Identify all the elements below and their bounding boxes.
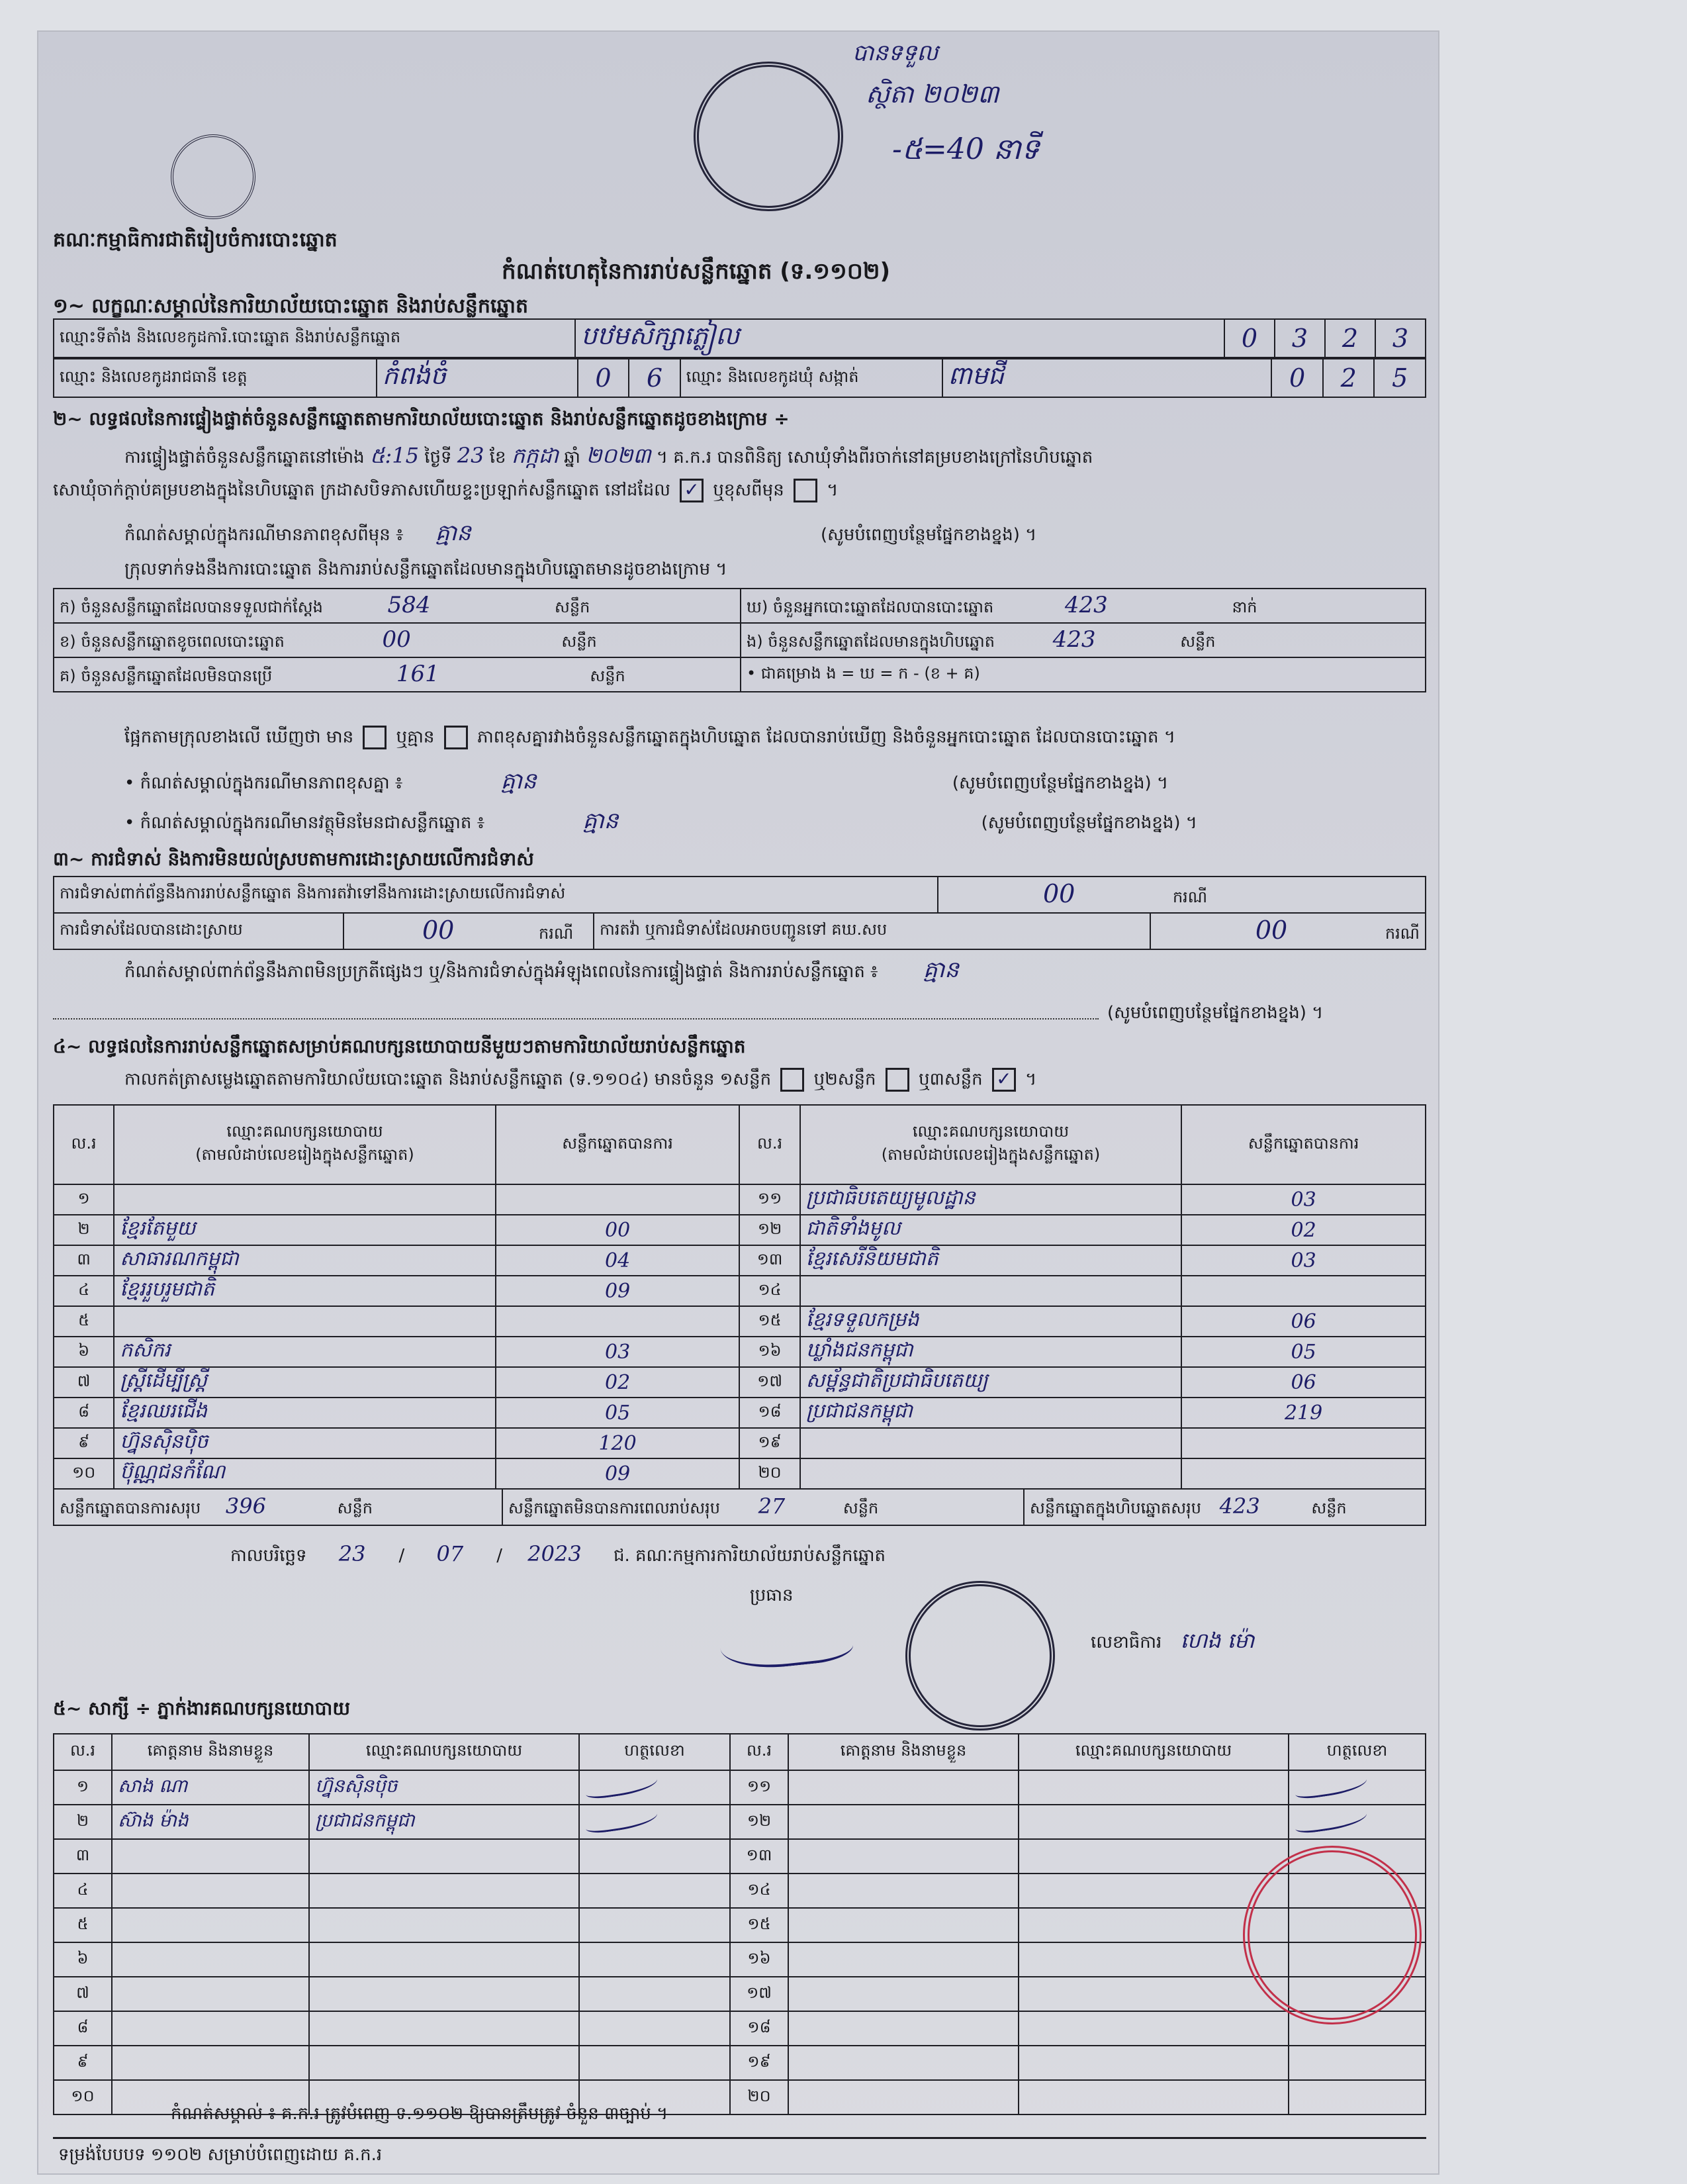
count-label: ក) ចំនួនសន្លឹកឆ្នោតដែលបានទទួលជាក់ស្តែង	[60, 597, 323, 616]
col-votes-header: សន្លឹកឆ្នោតបានការ	[1181, 1105, 1426, 1184]
party-totals-table: សន្លឹកឆ្នោតបានការសរុប 396 សន្លឹក សន្លឹកឆ្នោតមិនបានការពេលរាប់សរុប 27 សន្លឹក សន្លឹកឆ្នោតក្នុងហិបឆ្នោតសរុប 423 សន្លឹក	[53, 1488, 1426, 1526]
agent-name-handwritten	[112, 2011, 309, 2046]
agent-party-handwritten	[309, 1942, 579, 1977]
party-votes-handwritten: 09	[496, 1458, 740, 1489]
party-no: ១៦	[739, 1337, 799, 1367]
agent-signature	[579, 1908, 730, 1942]
party-name-handwritten: សម្ព័ន្ធជាតិប្រជាធិបតេយ្យ	[800, 1367, 1182, 1398]
col-party-header: ឈ្មោះគណបក្សនយោបាយ	[226, 1122, 383, 1141]
party-name-handwritten	[114, 1184, 496, 1215]
party-no: ១១	[739, 1184, 799, 1215]
agent-col-party-header: ឈ្មោះគណបក្សនយោបាយ	[1019, 1734, 1289, 1770]
difference-note-handwritten: គ្មាន	[435, 520, 471, 546]
party-name-handwritten: ខ្មែរទទួលកម្រង	[800, 1306, 1182, 1337]
col-votes-header: សន្លឹកឆ្នោតបានការ	[496, 1105, 740, 1184]
agent-party	[1019, 1977, 1289, 2011]
total-valid-handwritten: 396	[225, 1493, 266, 1519]
count-label: ឃ) ចំនួនអ្នកបោះឆ្នោតដែលបានបោះឆ្នោត	[747, 597, 994, 616]
section5-title: ៥~ សាក្សី ÷ ភ្នាក់ងារគណបក្សនយោបាយ	[53, 1697, 350, 1719]
party-no: ៤	[54, 1276, 114, 1306]
agent-no: ៧	[54, 1977, 112, 2011]
party-name-handwritten: ប្រជាធិបតេយ្យមូលដ្ឋាន	[800, 1184, 1182, 1215]
agent-no: ៩	[54, 2046, 112, 2080]
party-votes-handwritten	[496, 1184, 740, 1215]
form-title: កំណត់ហេតុនៃការរាប់សន្លឹកឆ្នោត (ទ.១១០២)	[502, 258, 891, 285]
party-votes-handwritten	[1181, 1276, 1426, 1306]
agent-name	[788, 1770, 1019, 1805]
party-name-handwritten: ខ្មែរឈរជើង	[114, 1398, 496, 1428]
irregularity-note-handwritten: គ្មាន	[923, 957, 959, 983]
party-no: ៨	[54, 1398, 114, 1428]
ballot-count-table: ក) ចំនួនសន្លឹកឆ្នោតដែលបានទទួលជាក់ស្តែង 584 សន្លឹក ឃ) ចំនួនអ្នកបោះឆ្នោតដែលបានបោះឆ្នោត 423 នាក់ ខ) ចំនួនសន្លឹកឆ្នោតខូចពេលបោះឆ្នោត 00 សន្លឹក ង) ចំនួនសន្លឹកឆ្នោតដែលមានក្នុងហិបឆ្នោត 423 សន្លឹក គ) ចំនួនសន្លឹកឆ្នោតដែលមិនបានប្រើ 161 សន្លឹក • ជាគម្រោង ង = ឃ = ក - (ខ + គ)	[53, 588, 1426, 692]
scanned-form-page	[38, 32, 1438, 2173]
agent-no: ៤	[54, 1874, 112, 1908]
table-row	[54, 1428, 1426, 1458]
party-votes-handwritten: 02	[1181, 1215, 1426, 1245]
party-name-handwritten	[800, 1276, 1182, 1306]
location-handwritten: បឋមសិក្សាភ្លៀល	[581, 321, 740, 350]
office-seal	[905, 1581, 1055, 1731]
agent-no: ៨	[54, 2011, 112, 2046]
agent-party-handwritten: ប្រជាជនកម្ពុជា	[309, 1805, 579, 1839]
table-row	[54, 1215, 1426, 1245]
party-votes-handwritten: 02	[496, 1367, 740, 1398]
party-name-handwritten: ប្រជាជនកម្ពុជា	[800, 1398, 1182, 1428]
total-box-label: សន្លឹកឆ្នោតក្នុងហិបឆ្នោតសរុប	[1030, 1498, 1201, 1517]
agent-party-handwritten	[309, 1874, 579, 1908]
party-no: ៩	[54, 1428, 114, 1458]
table-row	[54, 1805, 1426, 1839]
party-votes-handwritten	[1181, 1458, 1426, 1489]
agent-name-handwritten	[112, 2046, 309, 2080]
agent-no: ១៣	[730, 1839, 788, 1874]
province-label: ឈ្មោះ និងលេខកូដរាជធានី ខេត្ត	[54, 359, 377, 397]
count-label: ង) ចំនួនសន្លឹកឆ្នោតដែលមានក្នុងហិបឆ្នោត	[747, 632, 995, 651]
irregularity-note: កំណត់សម្គាល់ពាក់ព័ន្ធនឹងភាពមិនប្រក្រតីផ្សេងៗ ឬ/និងការជំទាស់ក្នុងអំឡុងពេលនៃការផ្ទៀងផ្ទាត់ និងការរាប់សន្លឹកឆ្នោត ៖ គ្មាន	[124, 957, 959, 983]
table-row	[54, 1977, 1426, 2011]
agent-signature	[579, 2046, 730, 2080]
section1-table	[53, 318, 1426, 358]
agent-party	[1019, 1770, 1289, 1805]
forwarded-handwritten: 00	[1255, 916, 1288, 945]
agent-col-party-header: ឈ្មោះគណបក្សនយោបាយ	[309, 1734, 579, 1770]
party-name-handwritten	[114, 1306, 496, 1337]
party-no: ២	[54, 1215, 114, 1245]
section1-table-row2	[53, 358, 1426, 398]
party-no: ១៥	[739, 1306, 799, 1337]
party-votes-handwritten: 04	[496, 1245, 740, 1276]
agent-name-handwritten	[112, 1839, 309, 1874]
table-row	[54, 1458, 1426, 1489]
irregularity-note-line	[53, 1018, 1099, 1020]
agent-signature	[1289, 1770, 1426, 1805]
party-votes-handwritten: 00	[496, 1215, 740, 1245]
agent-signature	[1289, 1805, 1426, 1839]
agent-no: ១	[54, 1770, 112, 1805]
table-row	[54, 1184, 1426, 1215]
no-difference-checkbox[interactable]	[444, 726, 468, 749]
count-handwritten: 423	[1052, 626, 1096, 653]
agent-party	[1019, 2080, 1289, 2114]
has-difference-checkbox[interactable]	[363, 726, 387, 749]
agent-no: ៦	[54, 1942, 112, 1977]
secretary-label: លេខាធិការ ហេង ម៉ោ	[1091, 1628, 1255, 1653]
party-votes-handwritten: 03	[1181, 1245, 1426, 1276]
count-handwritten: 161	[396, 660, 439, 687]
party-no: ៦	[54, 1337, 114, 1367]
party-votes-handwritten: 09	[496, 1276, 740, 1306]
agent-name-handwritten	[112, 1977, 309, 2011]
agent-party	[1019, 1805, 1289, 1839]
table-row	[54, 1839, 1426, 1874]
agent-no: ១៤	[730, 1874, 788, 1908]
agent-name	[788, 2046, 1019, 2080]
party-no: ១៣	[739, 1245, 799, 1276]
party-votes-handwritten: 120	[496, 1428, 740, 1458]
agent-signature	[1289, 2046, 1426, 2080]
col-party-header: ឈ្មោះគណបក្សនយោបាយ	[912, 1122, 1070, 1141]
footer-form-note: ទម្រង់បែបបទ ១១០២ សម្រាប់បំពេញដោយ គ.ក.រ	[58, 2145, 383, 2165]
location-code-digit: 3	[1275, 319, 1325, 357]
location-code-digit: 2	[1325, 319, 1375, 357]
agent-party-handwritten: ហ្វ៊ុនស៊ិនប៉ិច	[309, 1770, 579, 1805]
party-votes-handwritten: 06	[1181, 1367, 1426, 1398]
agent-no: ១៩	[730, 2046, 788, 2080]
section1-title: ១~ លក្ខណៈសម្គាល់នៃការិយាល័យបោះឆ្នោត និងរាប់សន្លឹកឆ្នោត	[53, 295, 529, 318]
party-no: ៥	[54, 1306, 114, 1337]
handwritten-signature	[1294, 1771, 1369, 1800]
difference-note-2: • កំណត់សម្គាល់ក្នុងករណីមានភាពខុសគ្នា ៖ គ្មាន (សូមបំពេញបន្ថែមផ្នែកខាងខ្នង) ។	[124, 768, 1169, 794]
agent-no: ១៧	[730, 1977, 788, 2011]
agent-signature	[579, 1977, 730, 2011]
party-no: ១០	[54, 1458, 114, 1489]
verification-line2: សោឃុំចាក់ក្ដាប់គម្របខាងក្នុងនៃហិបឆ្នោត ក្រដាសបិទភាសហើយខ្ទះប្រឡាក់សន្លឹកឆ្នោត នៅដដែល ✓ ឬខុសពីមុន ។	[53, 479, 838, 504]
party-votes-handwritten: 06	[1181, 1306, 1426, 1337]
party-name-handwritten: ជាតិទាំងមូល	[800, 1215, 1182, 1245]
formula-label: • ជាគម្រោង ង = ឃ = ក - (ខ + គ)	[747, 663, 980, 683]
table-row	[54, 1337, 1426, 1367]
party-no: ១២	[739, 1215, 799, 1245]
verify-day-handwritten: 23	[457, 443, 484, 468]
party-votes-handwritten: 03	[1181, 1184, 1426, 1215]
party-name-handwritten: ហ្វ៊ុនស៊ិនប៉ិច	[114, 1428, 496, 1458]
commune-code-digit: 5	[1374, 359, 1426, 397]
agent-signature	[1289, 2080, 1426, 2114]
secretary-handwritten: ហេង ម៉ោ	[1180, 1628, 1255, 1653]
party-agents-table	[53, 1733, 1426, 2115]
verify-month-handwritten: កក្កដា	[511, 443, 559, 468]
commune-handwritten: ពាមជី	[948, 361, 1004, 390]
col-no-header: ល.រ	[54, 1105, 114, 1184]
party-name-handwritten: សាធារណកម្ពុជា	[114, 1245, 496, 1276]
irregularity-note-suffix: (សូមបំពេញបន្ថែមផ្នែកខាងខ្នង) ។	[1107, 1003, 1324, 1023]
agent-col-sign-header: ហត្ថលេខា	[1289, 1734, 1426, 1770]
agent-col-name-header: គោត្តនាម និងនាមខ្លួន	[788, 1734, 1019, 1770]
agent-signature	[579, 1874, 730, 1908]
table-row	[54, 2046, 1426, 2080]
agent-name	[788, 1977, 1019, 2011]
party-name-handwritten: ប៊ុណ្ណជនកំណែ	[114, 1458, 496, 1489]
footer-note: កំណត់សម្គាល់ ៖ គ.ក.រ ត្រូវបំពេញ ទ.១១០២ ឱ្យបានត្រឹមត្រូវ ចំនួន ៣ច្បាប់ ។	[171, 2104, 668, 2124]
handwritten-signature	[584, 1771, 659, 1800]
agent-signature	[579, 1839, 730, 1874]
table-row	[54, 1245, 1426, 1276]
agent-no: ១២	[730, 1805, 788, 1839]
commission-emblem	[171, 134, 255, 219]
verify-year-handwritten: ២០២៣	[586, 443, 651, 468]
objections-table: ការជំទាស់ពាក់ព័ន្ធនឹងការរាប់សន្លឹកឆ្នោត និងការតវ៉ាទៅនឹងការដោះស្រាយលើការជំទាស់ 00 ករណី ការជំទាស់ដែលបានដោះស្រាយ 00 ករណី ការតវ៉ា ឬការជំទាស់ដែលអាចបញ្ជូនទៅ គឃ.សប 00 ករណី	[53, 876, 1426, 950]
red-commission-stamp	[1243, 1846, 1422, 2024]
agent-party-handwritten	[309, 1977, 579, 2011]
agent-party	[1019, 2046, 1289, 2080]
agent-no: ១៦	[730, 1942, 788, 1977]
difference-note-2-handwritten: គ្មាន	[500, 768, 537, 794]
chair-label: ប្រធាន	[750, 1586, 794, 1605]
table-row	[54, 1306, 1426, 1337]
table-row	[54, 1770, 1426, 1805]
resolved-label: ការជំទាស់ដែលបានដោះស្រាយ	[54, 913, 343, 949]
handwritten-signature	[584, 1805, 659, 1834]
agent-no: ១៥	[730, 1908, 788, 1942]
count-label: គ) ចំនួនសន្លឹកឆ្នោតដែលមិនបានប្រើ	[60, 666, 273, 685]
table-row	[54, 1367, 1426, 1398]
party-name-handwritten: ខ្មែរតែមួយ	[114, 1215, 496, 1245]
received-time-handwritten: -៥=40 នាទី	[892, 132, 1040, 166]
party-no: ៣	[54, 1245, 114, 1276]
party-name-handwritten: ខ្មែររួបរួមជាតិ	[114, 1276, 496, 1306]
party-name-handwritten	[800, 1458, 1182, 1489]
total-valid-label: សន្លឹកឆ្នោតបានការសរុប	[60, 1498, 201, 1517]
total-invalid-label: សន្លឹកឆ្នោតមិនបានការពេលរាប់សរុប	[508, 1498, 720, 1517]
agent-name	[788, 1839, 1019, 1874]
commune-code-digit: 0	[1271, 359, 1323, 397]
province-code-digit: 0	[578, 359, 629, 397]
table-row	[54, 1908, 1426, 1942]
verify-time-handwritten: ៥:15	[369, 443, 419, 468]
verification-line1: ការផ្ទៀងផ្ទាត់ចំនួនសន្លឹកឆ្នោតនៅម៉ោង ៥:15 ថ្ងៃទី 23 ខែ កក្កដា ឆ្នាំ ២០២៣ ។ គ.ក.រ បានពិនិត្យ សោឃុំទាំងពីរចាក់នៅគម្របខាងក្រៅនៃហិបឆ្នោត	[124, 443, 1093, 468]
agent-name	[788, 1874, 1019, 1908]
count-label: ខ) ចំនួនសន្លឹកឆ្នោតខូចពេលបោះឆ្នោត	[60, 632, 285, 651]
col-party-subheader: (តាមលំដាប់លេខរៀងក្នុងសន្លឹកឆ្នោត)	[195, 1145, 414, 1164]
party-name-handwritten: ឃ្លាំងជនកម្ពុជា	[800, 1337, 1182, 1367]
commission-name: គណៈកម្មាធិការជាតិរៀបចំការបោះឆ្នោត	[53, 228, 338, 252]
party-votes-handwritten	[496, 1306, 740, 1337]
agent-party-handwritten	[309, 2046, 579, 2080]
agent-party	[1019, 1839, 1289, 1874]
objection-count-label: ការជំទាស់ពាក់ព័ន្ធនឹងការរាប់សន្លឹកឆ្នោត និងការតវ៉ាទៅនឹងការដោះស្រាយលើការជំទាស់	[54, 877, 938, 913]
total-invalid-handwritten: 27	[758, 1493, 786, 1519]
section3-title: ៣~ ការជំទាស់ និងការមិនយល់ស្របតាមការដោះស្រាយលើការជំទាស់	[53, 848, 534, 870]
agent-party-handwritten	[309, 2011, 579, 2046]
location-code-digit: 3	[1375, 319, 1426, 357]
foreign-object-note-handwritten: គ្មាន	[582, 808, 619, 834]
party-votes-handwritten: 219	[1181, 1398, 1426, 1428]
party-no: ១៩	[739, 1428, 799, 1458]
total-box-handwritten: 423	[1219, 1493, 1260, 1519]
agent-no: ១៨	[730, 2011, 788, 2046]
agent-signature	[579, 1942, 730, 1977]
agent-name-handwritten	[112, 1942, 309, 1977]
agent-name-handwritten: ស៊ាង ម៉ាង	[112, 1805, 309, 1839]
changed-checkbox[interactable]	[794, 479, 817, 502]
table-row	[54, 1398, 1426, 1428]
party-name-handwritten	[800, 1428, 1182, 1458]
tally-three-sheets-checkbox[interactable]: ✓	[992, 1068, 1016, 1092]
agent-name-handwritten: សាង ណា	[112, 1770, 309, 1805]
party-results-table	[53, 1104, 1426, 1490]
party-name-handwritten: កសិករ	[114, 1337, 496, 1367]
party-no: ១៤	[739, 1276, 799, 1306]
col-no-header: ល.រ	[739, 1105, 799, 1184]
date-day-handwritten: 23	[338, 1541, 366, 1566]
party-votes-handwritten: 05	[1181, 1337, 1426, 1367]
tally-sheet-line: កាលកត់ត្រាសម្លេងឆ្នោតតាមការិយាល័យបោះឆ្នោត និងរាប់សន្លឹកឆ្នោត (ទ.១១០៤) មានចំនួន ១សន្លឹក ឬ២សន្លឹក ឬ៣សន្លឹក ✓ ។	[124, 1068, 1036, 1094]
objection-count-handwritten: 00	[1042, 879, 1075, 908]
agent-no: ១០	[54, 2080, 112, 2114]
party-no: ២០	[739, 1458, 799, 1489]
agent-col-name-header: គោត្តនាម និងនាមខ្លួន	[112, 1734, 309, 1770]
agent-name-handwritten	[112, 1908, 309, 1942]
table-row	[54, 2011, 1426, 2046]
party-no: ១៧	[739, 1367, 799, 1398]
resolved-handwritten: 00	[422, 916, 455, 945]
date-year-handwritten: 2023	[527, 1541, 582, 1566]
agent-name	[788, 1908, 1019, 1942]
province-handwritten: កំពង់ចំ	[382, 361, 447, 390]
party-name-handwritten: ស្ត្រីដើម្បីស្ត្រី	[114, 1367, 496, 1398]
party-no: ១៨	[739, 1398, 799, 1428]
party-name-handwritten: ខ្មែរសេរីនិយមជាតិ	[800, 1245, 1182, 1276]
agent-col-no-header: ល.រ	[730, 1734, 788, 1770]
count-handwritten: 00	[382, 626, 411, 653]
received-date-handwritten: ស្ថិតា ២០២៣	[866, 79, 999, 109]
commune-label: ឈ្មោះ និងលេខកូដឃុំ សង្កាត់	[680, 359, 942, 397]
agent-name	[788, 1805, 1019, 1839]
agent-no: ២០	[730, 2080, 788, 2114]
agent-col-sign-header: ហត្ថលេខា	[579, 1734, 730, 1770]
footer-divider	[53, 2137, 1426, 2139]
agent-signature	[579, 2011, 730, 2046]
foreign-object-note: • កំណត់សម្គាល់ក្នុងករណីមានវត្ថុមិនមែនជាសន្លឹកឆ្នោត ៖ គ្មាន (សូមបំពេញបន្ថែមផ្នែកខាងខ្នង) ។	[124, 808, 1197, 834]
section2-title: ២~ លទ្ធផលនៃការផ្ទៀងផ្ទាត់ចំនួនសន្លឹកឆ្នោតតាមការិយាល័យបោះឆ្នោត និងរាប់សន្លឹកឆ្នោតដូចខាងក្រោម ÷	[53, 408, 790, 430]
table-row	[54, 1276, 1426, 1306]
comparison-line: ផ្អែកតាមក្រុលខាងលើ ឃើញថា មាន ឬគ្មាន ភាពខុសគ្នារវាងចំនួនសន្លឹកឆ្នោតក្នុងហិបឆ្នោត ដែលបានរាប់ឃើញ និងចំនួនអ្នកបោះឆ្នោត ដែលបានបោះឆ្នោត ។	[124, 726, 1175, 751]
commune-code-digit: 2	[1323, 359, 1375, 397]
party-votes-handwritten: 05	[496, 1398, 740, 1428]
agent-party	[1019, 2011, 1289, 2046]
province-code-digit: 6	[629, 359, 680, 397]
party-no: ១	[54, 1184, 114, 1215]
party-votes-handwritten: 03	[496, 1337, 740, 1367]
agent-no: ១១	[730, 1770, 788, 1805]
date-month-handwritten: 07	[436, 1541, 464, 1566]
tally-one-sheet-checkbox[interactable]	[780, 1068, 804, 1092]
count-handwritten: 423	[1064, 591, 1108, 618]
party-votes-handwritten	[1181, 1428, 1426, 1458]
party-no: ៧	[54, 1367, 114, 1398]
table-row	[54, 1874, 1426, 1908]
agent-name-handwritten	[112, 1874, 309, 1908]
date-line: កាលបរិច្ឆេទ 23 / 07 / 2023 ជ. គណៈកម្មការការិយាល័យរាប់សន្លឹកឆ្នោត	[230, 1541, 886, 1566]
received-label: បានទទួល	[852, 40, 938, 66]
forwarded-label: ការតវ៉ា ឬការជំទាស់ដែលអាចបញ្ជូនទៅ គឃ.សប	[594, 913, 1150, 949]
col-party-subheader: (តាមលំដាប់លេខរៀងក្នុងសន្លឹកឆ្នោត)	[881, 1145, 1101, 1164]
agent-name	[788, 1942, 1019, 1977]
agent-signature	[579, 1770, 730, 1805]
count-handwritten: 584	[387, 591, 431, 618]
agent-name	[788, 2011, 1019, 2046]
agent-col-no-header: ល.រ	[54, 1734, 112, 1770]
agent-no: ២	[54, 1805, 112, 1839]
unchanged-checkbox[interactable]: ✓	[680, 479, 704, 502]
agent-signature	[579, 1805, 730, 1839]
agent-no: ៥	[54, 1908, 112, 1942]
location-label: ឈ្មោះទីតាំង និងលេខកូដការិ.បោះឆ្នោត និងរាប់សន្លឹកឆ្នោត	[54, 319, 575, 357]
agent-name	[788, 2080, 1019, 2114]
agent-no: ៣	[54, 1839, 112, 1874]
location-code-digit: 0	[1224, 319, 1275, 357]
handwritten-signature	[1294, 1805, 1369, 1834]
section4-title: ៤~ លទ្ធផលនៃការរាប់សន្លឹកឆ្នោតសម្រាប់គណបក្សនយោបាយនីមួយៗតាមការិយាល័យរាប់សន្លឹកឆ្នោត	[53, 1035, 746, 1057]
table-row	[54, 1942, 1426, 1977]
difference-note: កំណត់សម្គាល់ក្នុងករណីមានភាពខុសពីមុន ៖ គ្មាន (សូមបំពេញបន្ថែមផ្នែកខាងខ្នង) ។	[124, 520, 1037, 546]
agent-party-handwritten	[309, 1839, 579, 1874]
tally-two-sheets-checkbox[interactable]	[886, 1068, 909, 1092]
received-stamp	[694, 62, 843, 211]
results-intro: ក្រុលទាក់ទងនឹងការបោះឆ្នោត និងការរាប់សន្លឹកឆ្នោតដែលមានក្នុងហិបឆ្នោតមានដូចខាងក្រោម ។	[124, 559, 727, 579]
agent-party-handwritten	[309, 1908, 579, 1942]
chair-signature	[718, 1611, 855, 1674]
